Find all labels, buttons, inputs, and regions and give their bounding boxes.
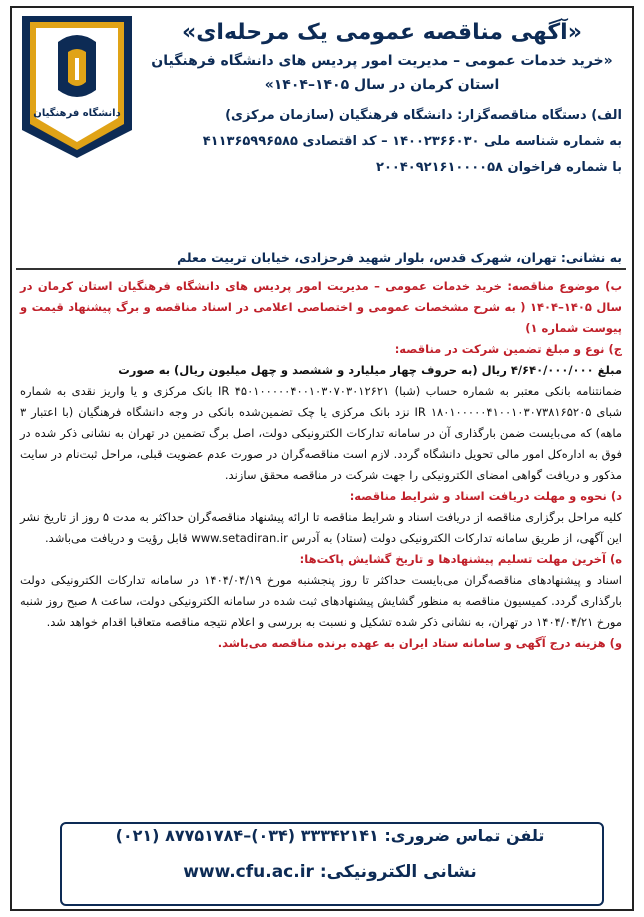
section-c-amount: مبلغ ۴/۶۴۰/۰۰۰/۰۰۰ ریال (به حروف چهار میلیارد و ششصد و چهل میلیون ریال) به صورت <box>118 363 622 377</box>
university-logo <box>18 12 136 162</box>
section-e-title: ه) آخرین مهلت تسلیم پیشنهادها و تاریخ گشایش پاکت‌ها: <box>299 552 622 566</box>
section-c-body: ضمانتنامه بانکی معتبر به شماره حساب (شبا) IR ۴۵۰۱۰۰۰۰۰۴۰۰۱۰۳۰۷۰۳۰۱۲۶۲۱ بانک مرکزی و یا واریز نقدی به شماره شبای IR ۱۸۰۱۰۰۰۰۰۴۱۰۰۱۰۳۰۷۳۸۱۶۵۲۰۵ نزد بانک مرکزی یا چک تضمین‌شده بانکی در وجه دانشگاه فرهنگیان (با اعتبار ۳ ماهه) که می‌بایست ضمن بارگذاری آن در سامانه تدارکات الکترونیکی دولت، اصل برگ تضمین در تهران به نشانی ذکر شده در فوق به اداره‌کل امور مالی تحویل دانشگاه گردد. لازم است مناقصه‌گران در صورت عدم عضویت قبلی، مراحل ثبت‌نام در سایت مذکور و دریافت گواهی امضای الکترونیکی را جهت شرکت در مناقصه محقق سازند. <box>20 384 622 482</box>
section-a <box>142 103 622 181</box>
section-e-body: اسناد و پیشنهادهای مناقصه‌گران می‌بایست حداکثر تا روز پنجشنبه مورخ ۱۴۰۴/۰۴/۱۹ در سامانه تدارکات الکترونیکی دولت بارگذاری گردد. کمیسیون مناقصه به منظور گشایش پیشنهادهای ثبت شده در سامانه الکترونیکی دولت، ساعت ۸ صبح روز شنبه مورخ ۱۴۰۴/۰۴/۲۱ در تهران، به نشانی ذکر شده تشکیل و نسبت به بررسی و اعلام نتیجه مناقصه متعاقبا اقدام خواهد شد. <box>20 573 622 629</box>
section-c-title: ج) نوع و مبلغ تضمین شرکت در مناقصه: <box>394 342 622 356</box>
ad-title: «آگهی مناقصه عمومی یک مرحله‌ای» <box>182 20 582 45</box>
section-a-line2: به شماره شناسه ملی ۱۴۰۰۲۳۶۶۰۳۰ – کد اقتصادی ۴۱۱۳۶۵۹۹۶۵۸۵ <box>202 134 622 149</box>
logo-caption: دانشگاه فرهنگیان <box>33 108 121 119</box>
section-b: ب) موضوع مناقصه: خرید خدمات عمومی – مدیریت امور پردیس های دانشگاه فرهنگیان استان کرمان در سال ۱۴۰۵–۱۴۰۴ ( به شرح مشخصات عمومی و اختصاصی اعلامی در اسناد مناقصه و برگ پیشنهاد قیمت و پیوست شماره ۱) <box>20 279 622 335</box>
ad-body <box>20 276 622 654</box>
ad-header <box>14 10 630 272</box>
section-d-body: کلیه مراحل برگزاری مناقصه از دریافت اسناد و شرایط مناقصه تا ارائه پیشنهاد مناقصه‌گران حداکثر به مدت ۵ روز از تاریخ نشر این آگهی، از طریق سامانه تدارکات الکترونیکی دولت (ستاد) به آدرس www.setadiran.ir قابل رؤیت و دریافت می‌باشد. <box>20 510 623 545</box>
ad-subtitle: «خرید خدمات عمومی – مدیریت امور پردیس های دانشگاه فرهنگیان استان کرمان در سال ۱۴۰۵–۱۴۰۴» <box>151 53 613 93</box>
header-text <box>142 20 622 181</box>
header-divider <box>16 268 626 270</box>
section-f: و) هزینه درج آگهی و سامانه ستاد ایران به عهده برنده مناقصه می‌باشد. <box>217 636 622 650</box>
contact-phone: تلفن تماس ضروری: ۳۳۳۴۲۱۴۱ (۰۳۴)–۸۷۷۵۱۷۸۴ (۰۲۱) <box>115 826 545 845</box>
address-line: به نشانی: تهران، شهرک قدس، بلوار شهید فرحزادی، خیابان تربیت معلم <box>177 250 622 265</box>
section-a-line3: با شماره فراخوان ۲۰۰۴۰۹۲۱۶۱۰۰۰۰۵۸ <box>376 160 622 175</box>
section-d-title: د) نحوه و مهلت دریافت اسناد و شرایط مناقصه: <box>349 489 622 503</box>
section-a-line1: الف) دستگاه مناقصه‌گزار: دانشگاه فرهنگیان (سازمان مرکزی) <box>225 108 622 123</box>
contact-website: نشانی الکترونیکی: www.cfu.ac.ir <box>183 862 477 882</box>
